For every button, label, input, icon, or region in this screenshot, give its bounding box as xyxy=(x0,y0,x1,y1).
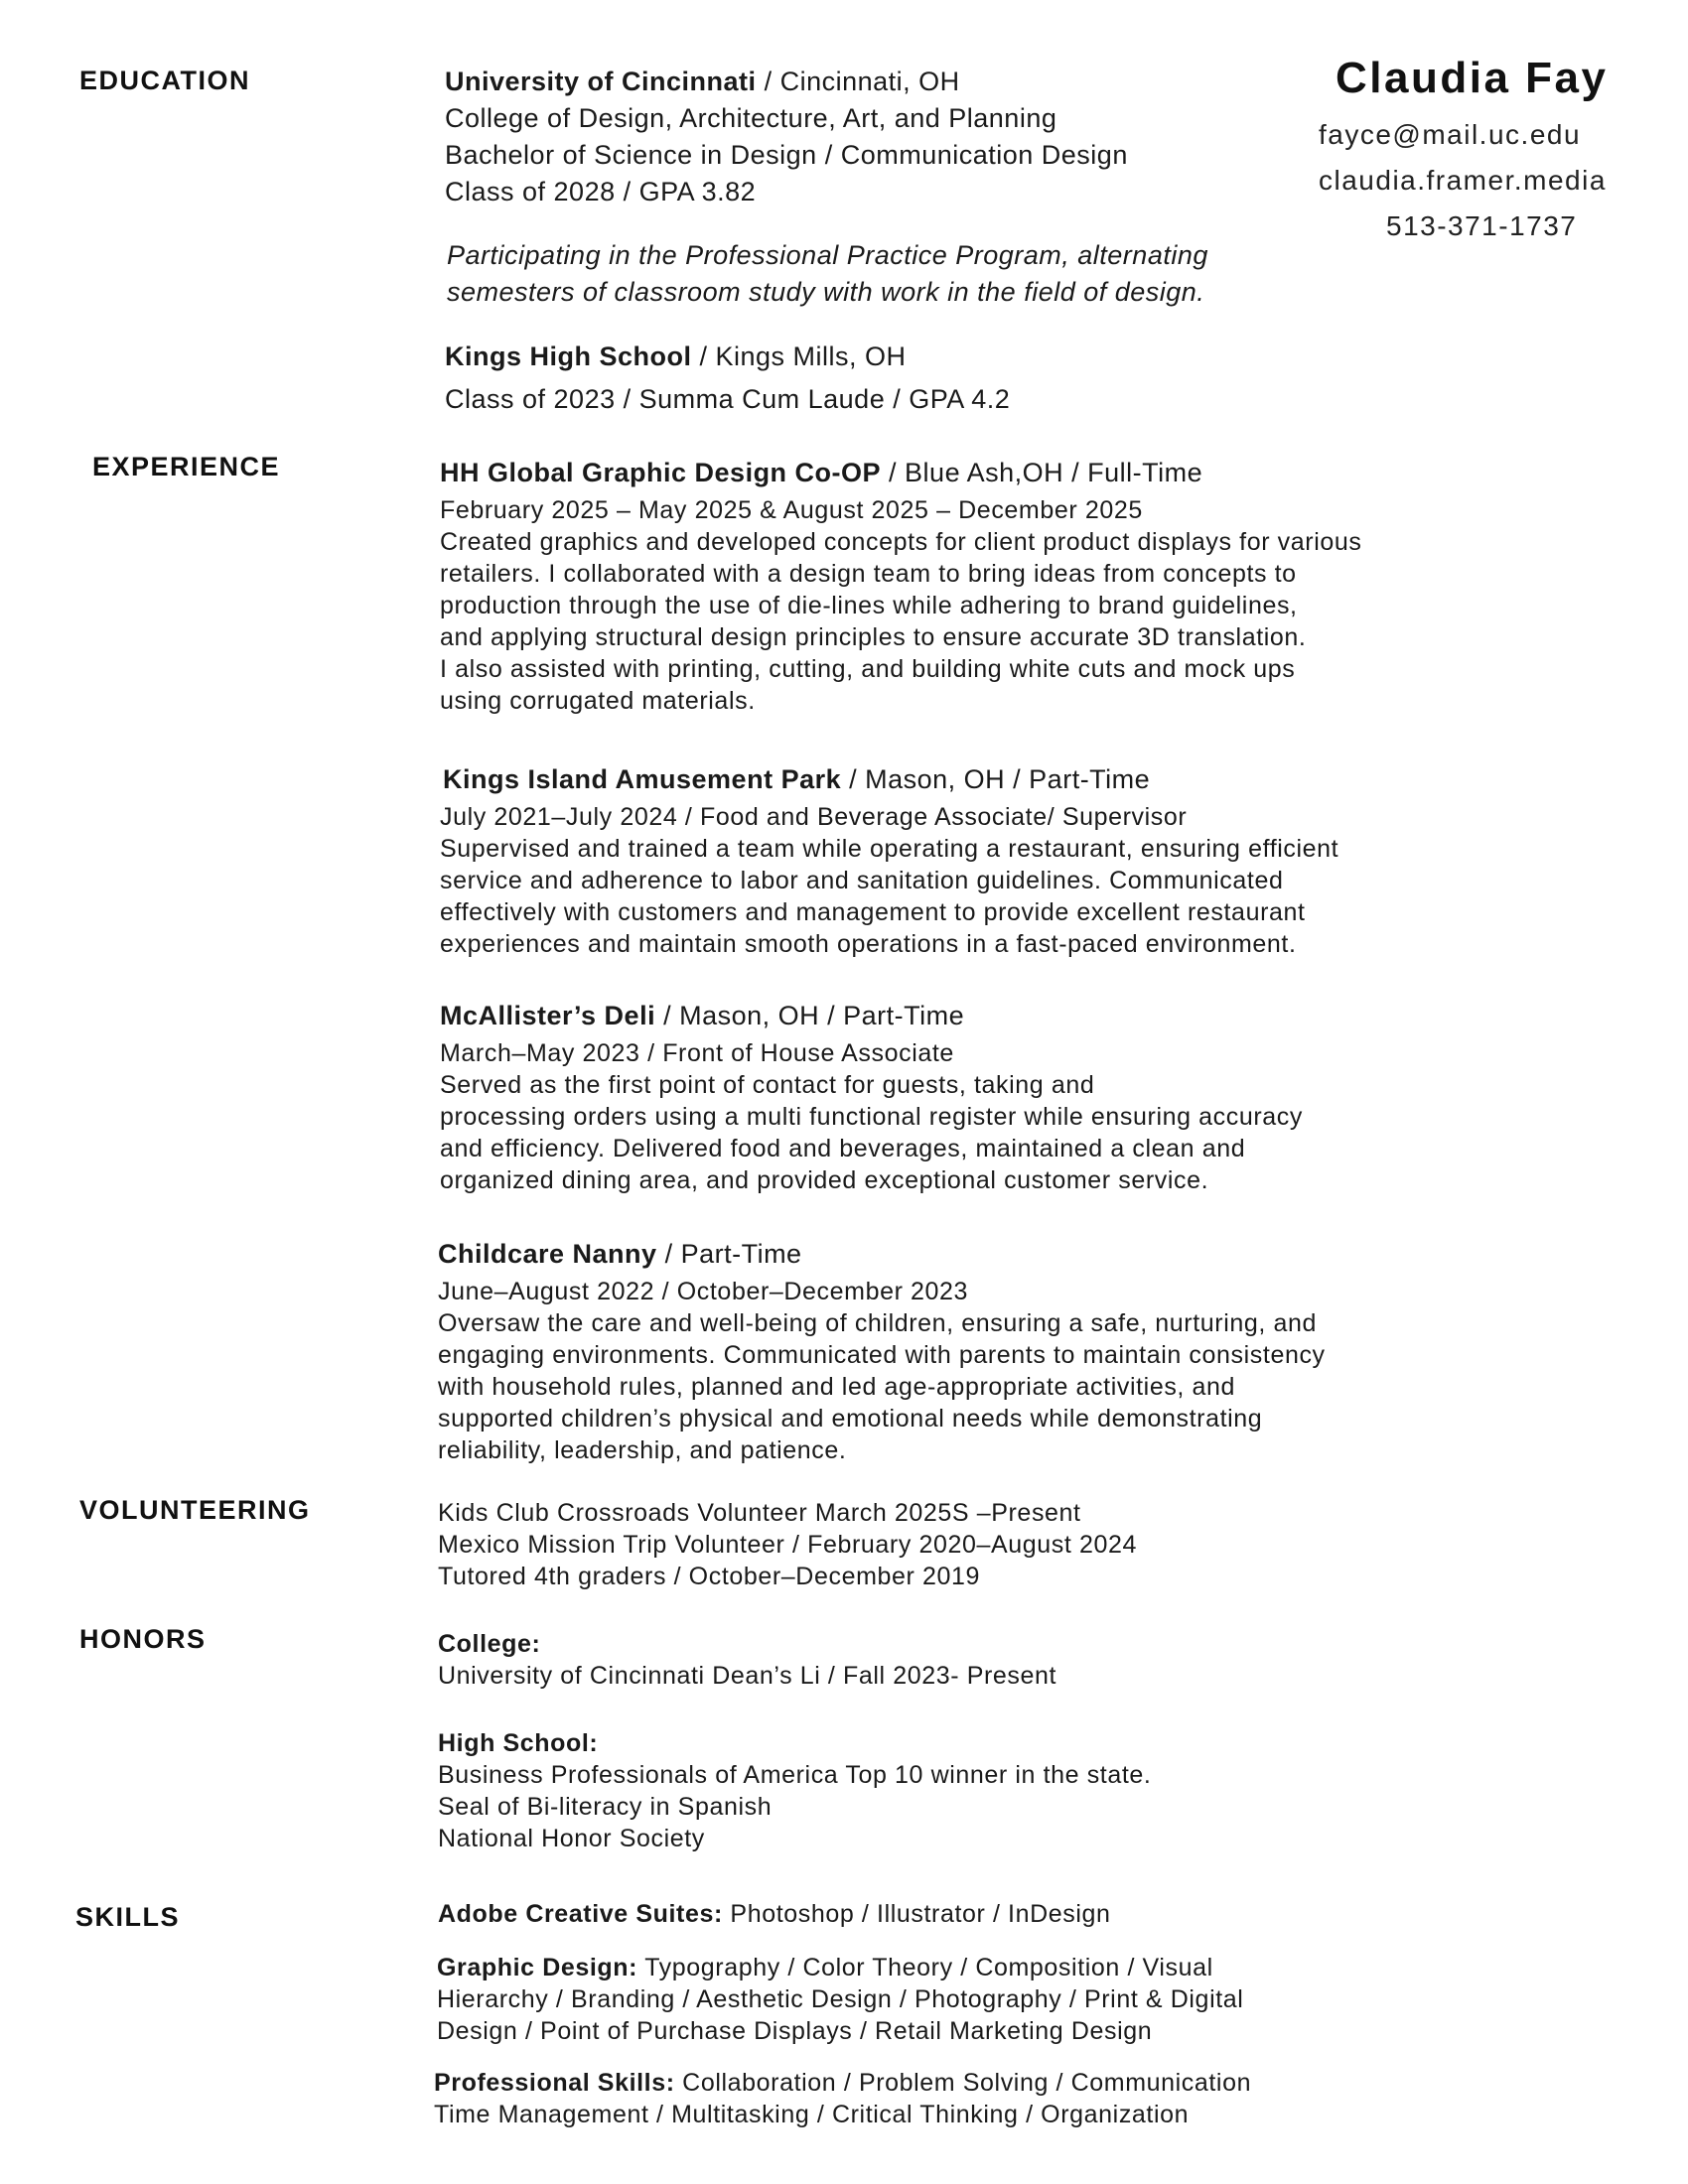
experience-title xyxy=(440,998,1303,1033)
experience-line: experiences and maintain smooth operations in a fast-paced environment. xyxy=(440,930,1297,958)
experience-meta: / Mason, OH / Part-Time xyxy=(841,764,1151,794)
phone-number: 513-371-1737 xyxy=(1386,210,1578,241)
experience-line: organized dining area, and provided exceptional customer service. xyxy=(440,1166,1209,1194)
experience-line: engaging environments. Communicated with parents to maintain consistency xyxy=(438,1341,1326,1369)
skills-gd-text: Typography / Color Theory / Composition / Visual xyxy=(637,1954,1213,1981)
honors-college-label: College: xyxy=(438,1630,541,1658)
experience-dates: February 2025 – May 2025 & August 2025 – December 2025 xyxy=(440,496,1143,524)
volunteering-item: Mexico Mission Trip Volunteer / February 2020–August 2024 xyxy=(438,1531,1138,1559)
skills-gd-label: Graphic Design: xyxy=(437,1954,638,1981)
uc-class: Class of 2028 / GPA 3.82 xyxy=(445,177,757,206)
website-link[interactable]: claudia.framer.media xyxy=(1319,165,1607,196)
uc-note-line: Participating in the Professional Practice Program, alternating xyxy=(447,240,1208,270)
honors-item: Seal of Bi-literacy in Spanish xyxy=(438,1793,773,1821)
experience-meta: / Blue Ash,OH / Full-Time xyxy=(881,458,1203,487)
experience-entry-childcare-nanny xyxy=(438,1236,1326,1466)
khs-class: Class of 2023 / Summa Cum Laude / GPA 4.2 xyxy=(445,384,1011,414)
uc-degree: Bachelor of Science in Design / Communication Design xyxy=(445,140,1128,170)
experience-entry-kings-island xyxy=(440,761,1339,960)
honors-item: Business Professionals of America Top 10 winner in the state. xyxy=(438,1761,1152,1789)
section-heading-volunteering: VOLUNTEERING xyxy=(79,1495,311,1525)
khs-location: / Kings Mills, OH xyxy=(691,341,907,371)
experience-line: Served as the first point of contact for guests, taking and xyxy=(440,1071,1095,1099)
education-uc xyxy=(445,64,1128,210)
uc-school: University of Cincinnati xyxy=(445,67,757,96)
khs-heading xyxy=(445,336,1010,378)
experience-line: effectively with customers and management to provide excellent restaurant xyxy=(440,898,1306,926)
volunteering-item: Kids Club Crossroads Volunteer March 2025S –Present xyxy=(438,1499,1081,1527)
experience-org: HH Global Graphic Design Co-OP xyxy=(440,458,882,487)
skills-gd-line: Hierarchy / Branding / Aesthetic Design / Photography / Print & Digital xyxy=(437,1985,1244,2013)
experience-line: I also assisted with printing, cutting, and building white cuts and mock ups xyxy=(440,655,1296,683)
skills-adobe xyxy=(438,1898,1111,1930)
experience-line: with household rules, planned and led age-appropriate activities, and xyxy=(438,1373,1236,1401)
experience-line: Oversaw the care and well-being of children, ensuring a safe, nurturing, and xyxy=(438,1309,1317,1337)
experience-org: McAllister’s Deli xyxy=(440,1001,656,1030)
experience-line: Supervised and trained a team while operating a restaurant, ensuring efficient xyxy=(440,835,1339,863)
experience-title xyxy=(438,1236,1326,1272)
experience-line: and applying structural design principles to ensure accurate 3D translation. xyxy=(440,623,1307,651)
experience-line: retailers. I collaborated with a design team to bring ideas from concepts to xyxy=(440,560,1297,588)
experience-meta: / Mason, OH / Part-Time xyxy=(655,1001,965,1030)
resume-name: Claudia Fay xyxy=(1336,54,1609,102)
honors-hs-label: High School: xyxy=(438,1729,599,1757)
experience-body xyxy=(440,1037,1303,1196)
experience-org: Kings Island Amusement Park xyxy=(443,764,842,794)
experience-entry-hh-global xyxy=(440,455,1361,717)
skills-adobe-line xyxy=(438,1898,1111,1930)
section-heading-honors: HONORS xyxy=(79,1624,207,1654)
skills-gd-line: Design / Point of Purchase Displays / Retail Marketing Design xyxy=(437,2017,1153,2045)
experience-line: and efficiency. Delivered food and beverages, maintained a clean and xyxy=(440,1135,1246,1162)
section-heading-education: EDUCATION xyxy=(79,66,250,95)
experience-title xyxy=(443,761,1338,797)
experience-dates: March–May 2023 / Front of House Associate xyxy=(440,1039,954,1067)
uc-heading xyxy=(445,64,1128,100)
experience-line: supported children’s physical and emotional needs while demonstrating xyxy=(438,1405,1263,1433)
experience-line: reliability, leadership, and patience. xyxy=(438,1436,847,1464)
skills-gd-line xyxy=(437,1952,1243,1983)
section-heading-skills: SKILLS xyxy=(75,1902,181,1932)
honors-high-school xyxy=(438,1727,1151,1854)
skills-prof-line xyxy=(434,2067,1251,2099)
section-heading-experience: EXPERIENCE xyxy=(92,452,281,481)
experience-org: Childcare Nanny xyxy=(438,1239,657,1269)
skills-prof-label: Professional Skills: xyxy=(434,2069,675,2097)
email-link[interactable]: fayce@mail.uc.edu xyxy=(1319,119,1582,150)
experience-body xyxy=(440,494,1361,717)
skills-prof-line: Time Management / Multitasking / Critical Thinking / Organization xyxy=(434,2101,1190,2128)
uc-note xyxy=(447,237,1208,311)
skills-graphic-design xyxy=(437,1952,1243,2047)
experience-title xyxy=(440,455,1361,490)
experience-dates: July 2021–July 2024 / Food and Beverage Associate/ Supervisor xyxy=(440,803,1188,831)
honors-item: University of Cincinnati Dean’s Li / Fall 2023- Present xyxy=(438,1662,1057,1690)
experience-entry-mcallisters xyxy=(440,998,1303,1196)
experience-meta: / Part-Time xyxy=(656,1239,802,1269)
experience-dates: June–August 2022 / October–December 2023 xyxy=(438,1278,969,1305)
experience-line: using corrugated materials. xyxy=(440,687,756,715)
education-khs xyxy=(445,336,1010,421)
skills-adobe-label: Adobe Creative Suites: xyxy=(438,1900,723,1928)
skills-prof-text: Collaboration / Problem Solving / Communication xyxy=(674,2069,1252,2097)
volunteering-item: Tutored 4th graders / October–December 2019 xyxy=(438,1563,980,1590)
uc-note-line: semesters of classroom study with work in the field of design. xyxy=(447,277,1205,307)
experience-body xyxy=(438,1276,1326,1466)
experience-line: production through the use of die-lines while adhering to brand guidelines, xyxy=(440,592,1298,619)
uc-college: College of Design, Architecture, Art, and Planning xyxy=(445,103,1057,133)
volunteering-list xyxy=(438,1497,1137,1592)
khs-school: Kings High School xyxy=(445,341,692,371)
honors-item: National Honor Society xyxy=(438,1825,705,1852)
experience-body xyxy=(440,801,1338,960)
skills-professional xyxy=(434,2067,1251,2130)
skills-adobe-text: Photoshop / Illustrator / InDesign xyxy=(722,1900,1111,1928)
uc-location: / Cincinnati, OH xyxy=(756,67,960,96)
experience-line: processing orders using a multi functional register while ensuring accuracy xyxy=(440,1103,1304,1131)
experience-line: service and adherence to labor and sanitation guidelines. Communicated xyxy=(440,867,1284,894)
honors-college xyxy=(438,1628,1056,1692)
experience-line: Created graphics and developed concepts for client product displays for various xyxy=(440,528,1362,556)
